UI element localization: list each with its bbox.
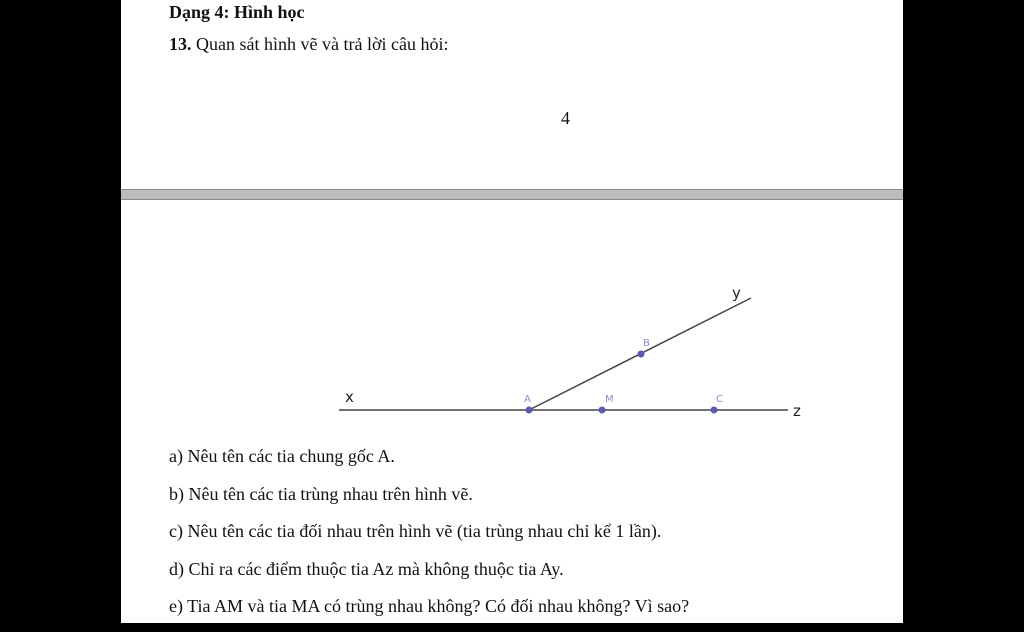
page-separator	[121, 189, 903, 200]
point-b	[638, 351, 645, 358]
question-text: Quan sát hình vẽ và trả lời câu hỏi:	[196, 34, 449, 54]
subquestion-list	[169, 444, 689, 632]
label-c: C	[716, 394, 723, 405]
label-y: y	[732, 284, 741, 302]
page-number: 4	[561, 108, 570, 128]
label-a: A	[524, 394, 531, 405]
document-page-bottom	[121, 200, 903, 623]
label-x: x	[345, 388, 354, 406]
question-heading	[169, 34, 448, 55]
section-title: Dạng 4: Hình học	[169, 2, 305, 22]
document-page-top	[121, 0, 903, 189]
subquestion-b: b) Nêu tên các tia trùng nhau trên hình vẽ.	[169, 483, 473, 504]
point-c	[711, 407, 718, 414]
label-z: z	[793, 402, 801, 420]
question-number: 13.	[169, 34, 192, 54]
subquestion-d: d) Chỉ ra các điểm thuộc tia Az mà không thuộc tia Ay.	[169, 558, 564, 579]
label-b: B	[643, 338, 650, 349]
subquestion-e: e) Tia AM và tia MA có trùng nhau không? Có đối nhau không? Vì sao?	[169, 596, 690, 616]
point-a	[526, 407, 533, 414]
subquestion-a: a) Nêu tên các tia chung gốc A.	[169, 446, 395, 466]
point-m	[599, 407, 606, 414]
geometry-figure	[121, 200, 903, 440]
label-m: M	[605, 394, 614, 405]
subquestion-c: c) Nêu tên các tia đối nhau trên hình vẽ (tia trùng nhau chỉ kể 1 lần).	[169, 521, 662, 541]
